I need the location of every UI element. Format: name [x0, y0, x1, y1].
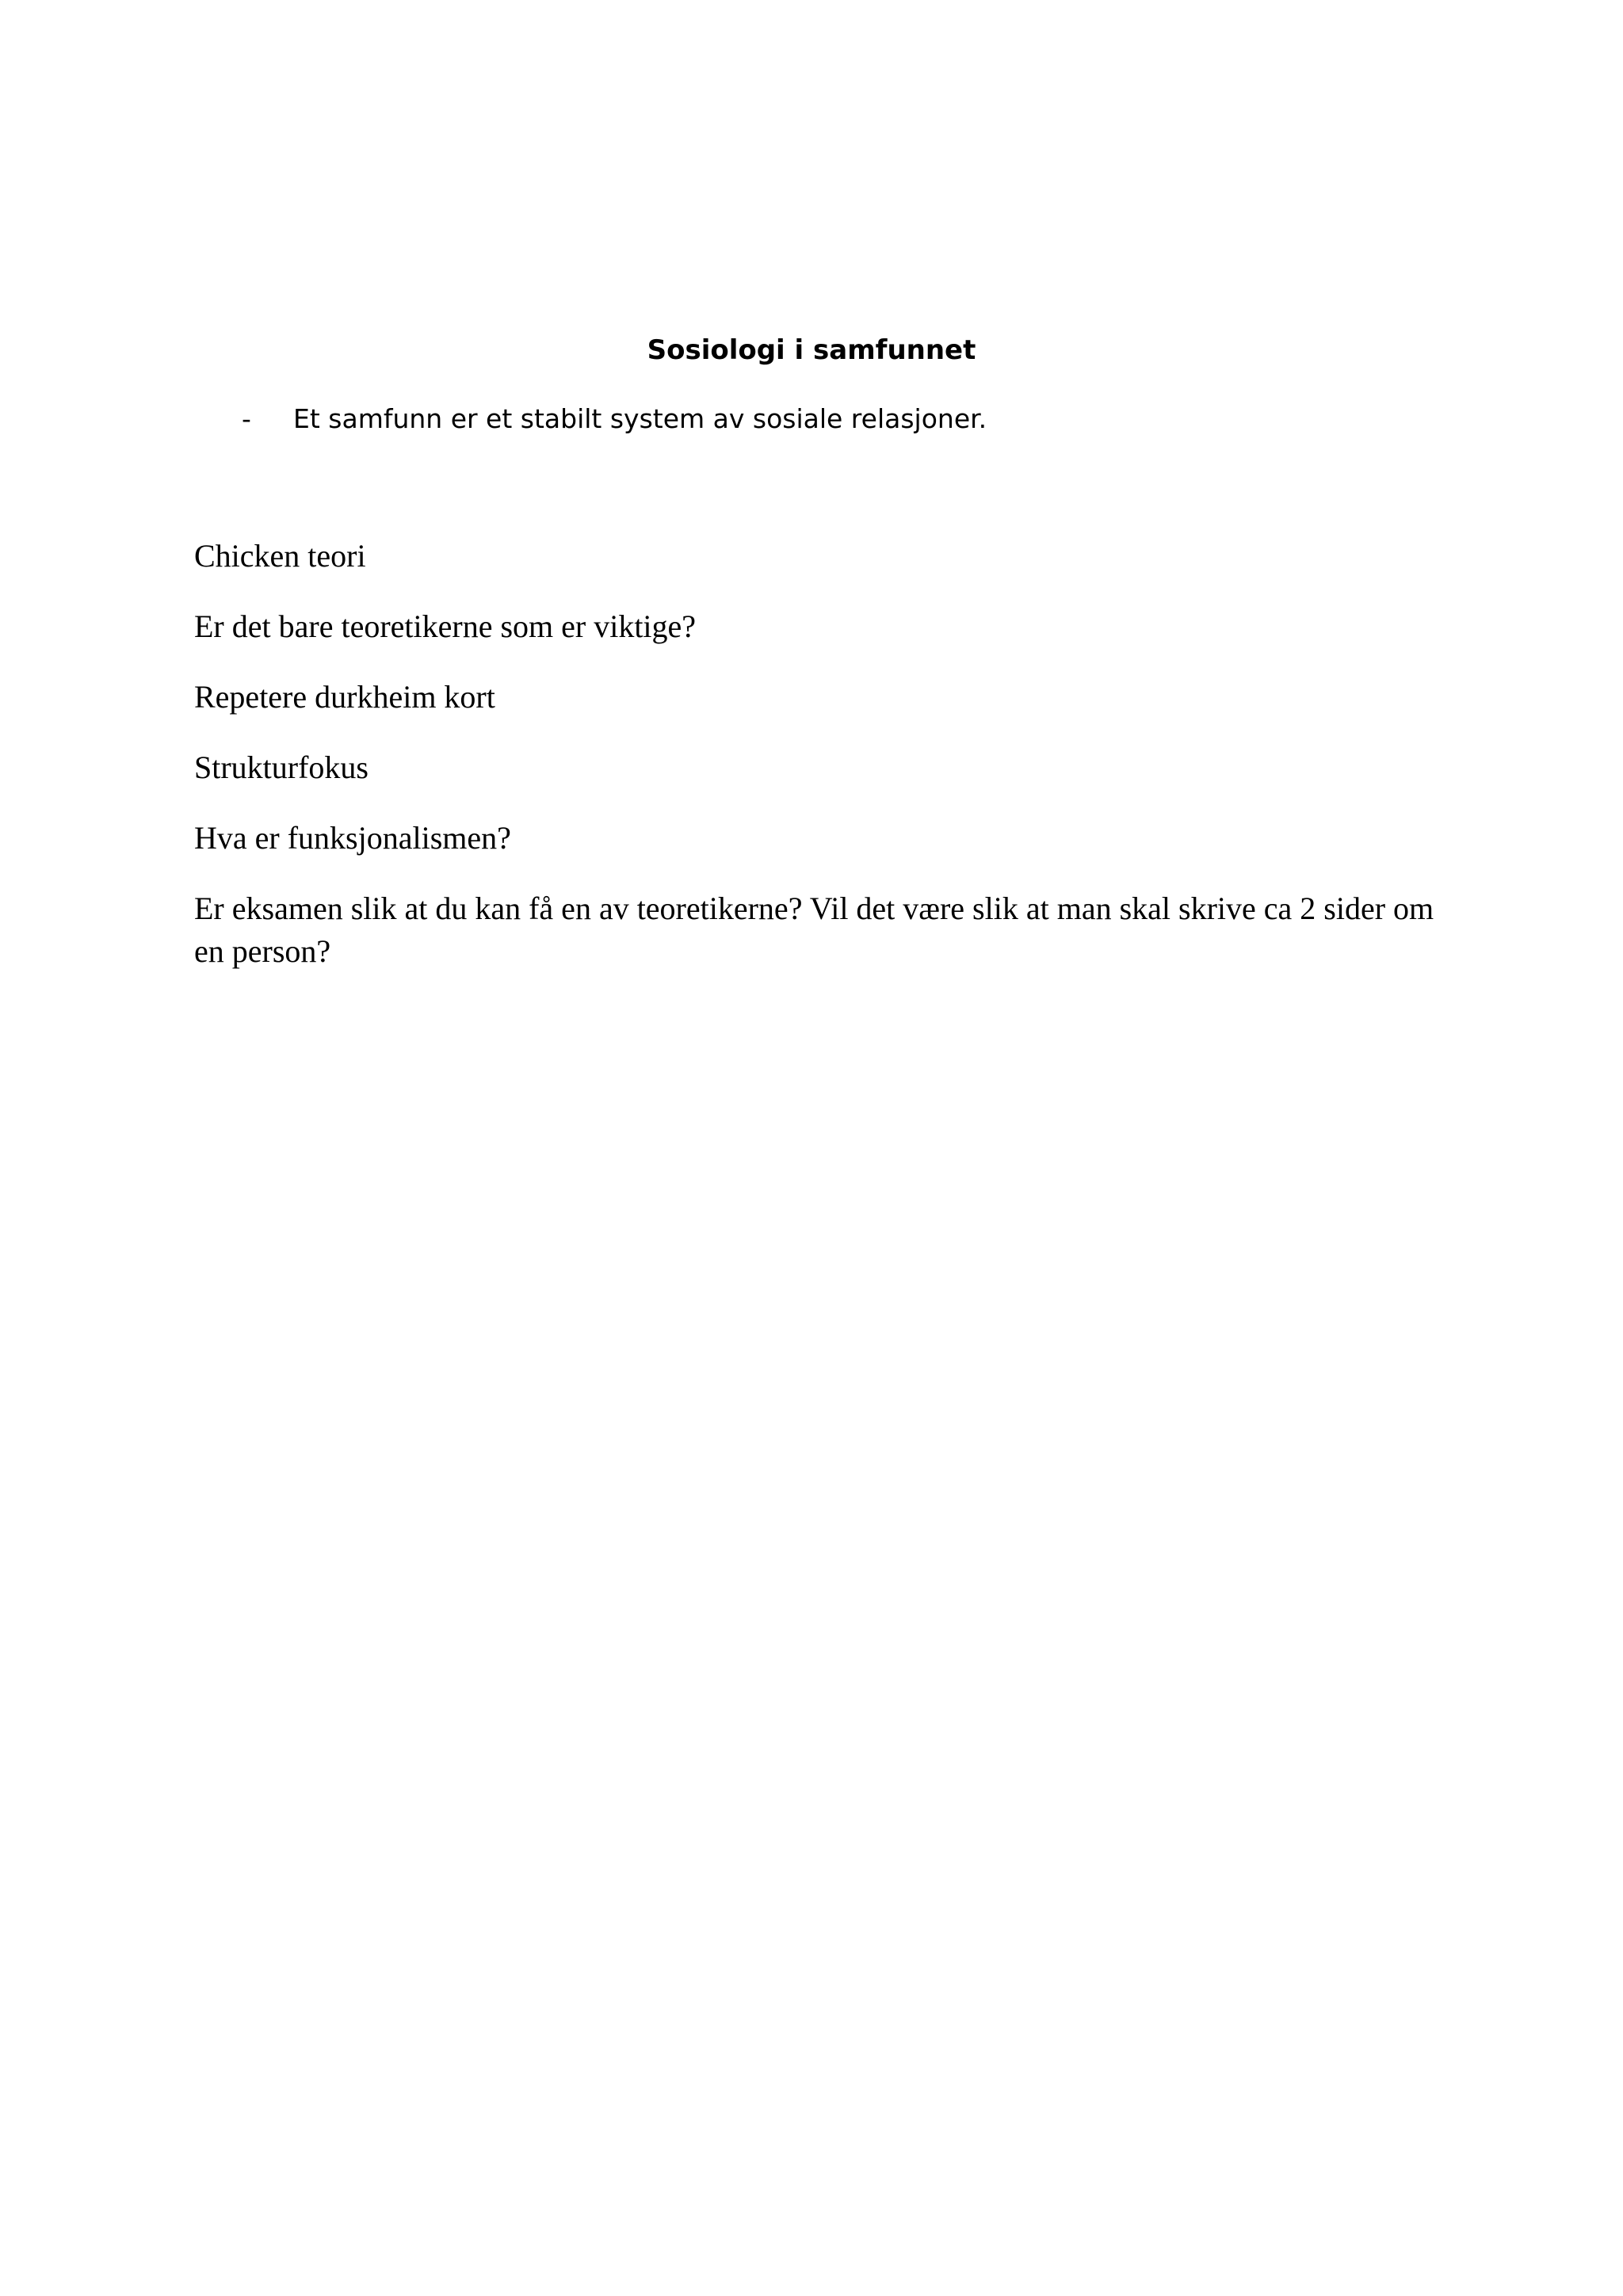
paragraph: Er eksamen slik at du kan få en av teoretikerne? Vil det være slik at man skal skrive ca 2 sider om en person?	[194, 891, 1434, 969]
bullet-list	[242, 400, 987, 438]
paragraph: Strukturfokus	[194, 749, 369, 785]
list-item	[242, 400, 987, 438]
paragraph: Er det bare teoretikerne som er viktige?	[194, 608, 697, 644]
bullet-marker: -	[242, 403, 251, 434]
paragraph: Repetere durkheim kort	[194, 679, 495, 715]
paragraph: Chicken teori	[194, 538, 366, 574]
bullet-text: Et samfunn er et stabilt system av sosiale relasjoner.	[293, 403, 987, 434]
notes-section	[194, 535, 1470, 1001]
document-title: Sosiologi i samfunnet	[647, 334, 976, 366]
paragraph: Hva er funksjonalismen?	[194, 820, 511, 856]
